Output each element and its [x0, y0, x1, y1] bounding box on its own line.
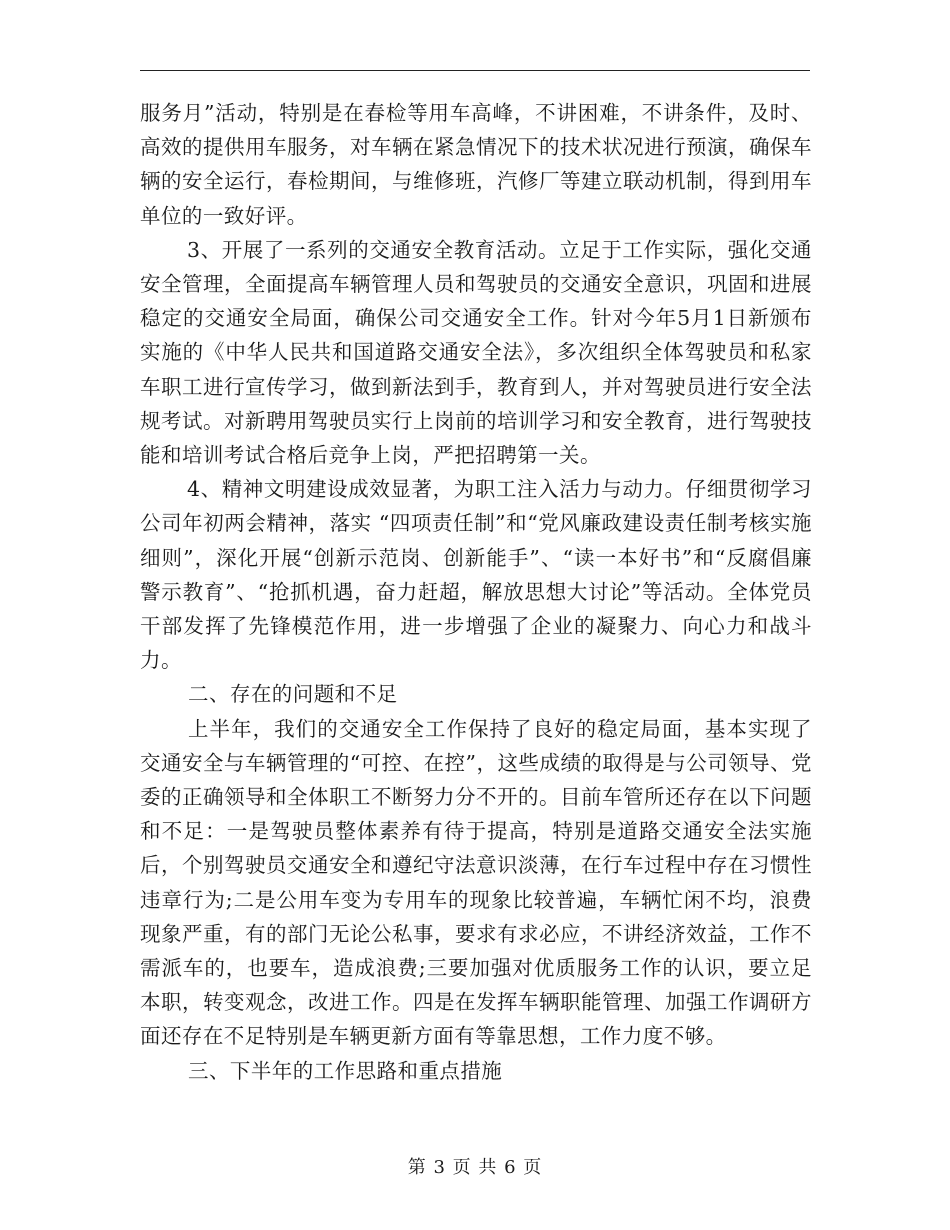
page-footer: 第 3 页 共 6 页 — [407, 1157, 543, 1178]
paragraph-item-4: 4、精神文明建设成效显著，为职工注入活力与动力。仔细贯彻学习公司年初两会精神，落实 “四项责任制”和“党风廉政建设责任制考核实施细则”，深化开展“创新示范岗、创新能手”、“读一本好书”和“反腐倡廉警示教育”、“抢抓机遇，奋力赶超，解放思想大讨论”等活动。全体党员干部发挥了先锋模范作用，进一步增强了企业的凝聚力、向心力和战斗力。 — [140, 477, 812, 673]
paragraph-continuation: 服务月”活动，特别是在春检等用车高峰，不讲困难，不讲条件，及时、高效的提供用车服务，对车辆在紧急情况下的技术状况进行预演，确保车辆的安全运行，春检期间，与维修班，汽修厂等建立联动机制，得到用车单位的一致好评。 — [140, 101, 812, 228]
section-heading-3: 三、下半年的工作思路和重点措施 — [188, 1058, 503, 1083]
paragraph-item-3: 3、开展了一系列的交通安全教育活动。立足于工作实际，强化交通安全管理，全面提高车辆管理人员和驾驶员的交通安全意识，巩固和进展稳定的交通安全局面，确保公司交通安全工作。针对今年5月1日新颁布实施的《中华人民共和国道路交通安全法》，多次组织全体驾驶员和私家车职工进行宣传学习，做到新法到手，教育到人，并对驾驶员进行安全法规考试。对新聘用驾驶员实行上岗前的培训学习和安全教育，进行驾驶技能和培训考试合格后竞争上岗，严把招聘第一关。 — [140, 237, 812, 468]
document-body — [140, 96, 812, 1088]
section-heading-2: 二、存在的问题和不足 — [188, 682, 398, 707]
header-rule — [140, 70, 810, 71]
paragraph-problems: 上半年，我们的交通安全工作保持了良好的稳定局面，基本实现了交通安全与车辆管理的“可控、在控”，这些成绩的取得是与公司领导、党委的正确领导和全体职工不断努力分不开的。目前车管所还存在以下问题和不足：一是驾驶员整体素养有待于提高，特别是道路交通安全法实施后，个别驾驶员交通安全和遵纪守法意识淡薄，在行车过程中存在习惯性违章行为;二是公用车变为专用车的现象比较普遍，车辆忙闲不均，浪费现象严重，有的部门无论公私事，要求有求必应，不讲经济效益，工作不需派车的，也要车，造成浪费;三要加强对优质服务工作的认识，要立足本职，转变观念，改进工作。四是在发挥车辆职能管理、加强工作调研方面还存在不足特别是车辆更新方面有等靠思想，工作力度不够。 — [140, 716, 812, 1049]
